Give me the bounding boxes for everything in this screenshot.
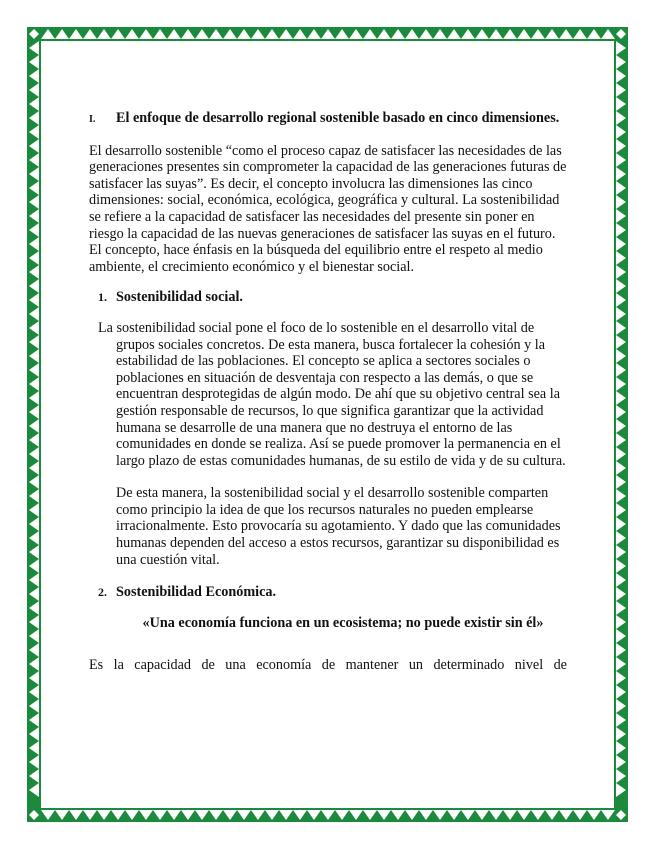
border-triangle [616, 321, 626, 335]
border-triangle [616, 125, 626, 139]
border-triangle [69, 29, 83, 39]
border-triangle [616, 741, 626, 755]
border-triangle [293, 810, 307, 820]
border-triangle [616, 209, 626, 223]
border-triangle [29, 391, 39, 405]
border-triangle [279, 810, 293, 820]
border-triangle [29, 755, 39, 769]
border-triangle [447, 810, 461, 820]
border-triangle [97, 810, 111, 820]
border-triangle [531, 29, 545, 39]
border-triangle [307, 810, 321, 820]
border-triangle [195, 29, 209, 39]
border-triangle [29, 307, 39, 321]
border-triangle [616, 377, 626, 391]
border-triangle [97, 29, 111, 39]
border-triangle [587, 810, 601, 820]
border-triangle [29, 783, 39, 797]
border-triangle [55, 810, 69, 820]
social-paragraph-1: La sostenibilidad social pone el foco de lo sostenible en el desarrollo vital de grupos sociales concretos. De esta manera, busca fortalecer la cohesión y la estabilidad de las poblaciones. El concepto se aplica a sectores sociales o poblaciones en situación de desventaja con respecto a las demás, o que se encuentran desprotegidas de algún modo. De ahí que su objetivo central sea la gestión responsable de recursos, lo que significa garantizar que la actividad humana se desarrolle de una manera que no destruya el entorno de las comunidades en donde se realiza. Así se puede promover la permanencia en el largo plazo de estas comunidades humanas, de su estilo de vida y de su cultura. [98, 319, 566, 469]
border-triangle [616, 643, 626, 657]
border-triangle [29, 321, 39, 335]
border-triangle [587, 29, 601, 39]
border-triangle [545, 29, 559, 39]
border-triangle [321, 29, 335, 39]
border-triangle [29, 139, 39, 153]
border-triangle [616, 601, 626, 615]
border-triangle [616, 111, 626, 125]
border-triangle [29, 125, 39, 139]
border-triangle [29, 433, 39, 447]
border-triangle [616, 433, 626, 447]
border-triangle [29, 167, 39, 181]
border-triangle [29, 293, 39, 307]
section-heading-social [98, 289, 567, 306]
border-triangle [29, 517, 39, 531]
border-triangle [616, 69, 626, 83]
border-triangle [125, 29, 139, 39]
border-triangle [616, 755, 626, 769]
border-triangle [237, 29, 251, 39]
border-triangle [616, 265, 626, 279]
border-triangle [503, 29, 517, 39]
border-triangle [29, 195, 39, 209]
border-triangle [616, 55, 626, 69]
main-heading [89, 110, 567, 129]
border-triangle [489, 29, 503, 39]
border-triangle [223, 29, 237, 39]
border-triangle [616, 349, 626, 363]
border-triangle [29, 531, 39, 545]
border-triangle [616, 97, 626, 111]
border-triangle [29, 699, 39, 713]
border-triangle [447, 29, 461, 39]
border-triangle [29, 209, 39, 223]
border-triangle [363, 29, 377, 39]
border-triangle [293, 29, 307, 39]
border-triangle [29, 405, 39, 419]
border-triangle [29, 601, 39, 615]
border-triangle [503, 810, 517, 820]
border-triangle [616, 671, 626, 685]
border-triangle [139, 29, 153, 39]
border-triangle [616, 615, 626, 629]
border-triangle [391, 810, 405, 820]
border-triangle [616, 559, 626, 573]
border-triangle [573, 29, 587, 39]
border-triangle [616, 699, 626, 713]
border-triangle [335, 29, 349, 39]
economic-quote: «Una economía funciona en un ecosistema; no puede existir sin él» [142, 614, 544, 631]
border-triangle [616, 251, 626, 265]
border-triangle [29, 503, 39, 517]
border-triangle [153, 29, 167, 39]
border-triangle [251, 29, 265, 39]
border-triangle [377, 810, 391, 820]
border-triangle [616, 461, 626, 475]
border-triangle [377, 29, 391, 39]
border-triangle [616, 587, 626, 601]
border-triangle [29, 153, 39, 167]
border-triangle [29, 55, 39, 69]
border-triangle [616, 685, 626, 699]
border-triangle [616, 489, 626, 503]
main-heading-number: I. [89, 114, 96, 125]
border-triangle [335, 810, 349, 820]
border-triangle [181, 29, 195, 39]
border-triangle [29, 251, 39, 265]
border-triangle [461, 29, 475, 39]
border-triangle [559, 810, 573, 820]
border-triangle [167, 810, 181, 820]
border-triangle [29, 363, 39, 377]
border-triangle [349, 29, 363, 39]
border-triangle [279, 29, 293, 39]
section-title: Sostenibilidad Económica. [116, 584, 277, 601]
border-triangle [419, 29, 433, 39]
border-triangle [616, 503, 626, 517]
border-triangle [83, 29, 97, 39]
border-triangle [167, 29, 181, 39]
border-triangle [616, 447, 626, 461]
border-triangle [573, 810, 587, 820]
border-triangle [125, 810, 139, 820]
border-triangle [29, 643, 39, 657]
section-heading-economic [98, 584, 567, 601]
border-triangle [29, 223, 39, 237]
border-triangle [616, 475, 626, 489]
border-triangle [29, 573, 39, 587]
border-triangle [29, 237, 39, 251]
border-triangle [616, 545, 626, 559]
border-triangle [475, 810, 489, 820]
section-number: 1. [98, 290, 107, 305]
social-paragraph-2: De esta manera, la sostenibilidad social y el desarrollo sostenible comparten como principio la idea de que los recursos naturales no pueden emplearse irracionalmente. Esto provocaría su agotamiento. Y dado que las comunidades humanas dependen del acceso a estos recursos, garantizar su disponibilidad es una cuestión vital. [116, 485, 561, 568]
border-triangle [616, 727, 626, 741]
border-triangle [111, 810, 125, 820]
border-triangle [195, 810, 209, 820]
border-triangle [29, 769, 39, 783]
border-triangle [29, 335, 39, 349]
border-triangle [405, 29, 419, 39]
border-triangle [29, 83, 39, 97]
border-triangle [209, 29, 223, 39]
border-triangle [616, 237, 626, 251]
border-triangle [29, 475, 39, 489]
border-triangle [616, 29, 626, 39]
section-title: Sostenibilidad social. [116, 289, 243, 306]
border-triangle [517, 29, 531, 39]
border-triangle [29, 461, 39, 475]
border-triangle [265, 29, 279, 39]
intro-paragraph: El desarrollo sostenible “como el proceso capaz de satisfacer las necesidades de las generaciones presentes sin comprometer la capacidad de las generaciones futuras de satisfacer las suyas”. Es decir, el concepto involucra las dimensiones las cinco dimensiones: social, económica, ecológica, geográfica y cultural. La sostenibilidad se refiere a la capacidad de satisfacer las necesidades del presente sin poner en riesgo la capacidad de las nuevas generaciones de satisfacer las suyas en el futuro. El concepto, hace énfasis en la búsqueda del equilibrio entre el respeto al medio ambiente, el crecimiento económico y el bienestar social. [89, 142, 567, 275]
border-triangle [139, 810, 153, 820]
main-heading-text: El enfoque de desarrollo regional sostenible basado en cinco dimensiones. [116, 110, 560, 126]
border-triangle [616, 167, 626, 181]
border-triangle [29, 671, 39, 685]
border-triangle [29, 559, 39, 573]
document-body [89, 110, 567, 674]
border-triangle [616, 41, 626, 55]
border-triangle [616, 153, 626, 167]
border-triangle [531, 810, 545, 820]
section-number: 2. [98, 585, 107, 600]
border-triangle [616, 181, 626, 195]
border-triangle [616, 713, 626, 727]
border-triangle [461, 810, 475, 820]
border-triangle [55, 29, 69, 39]
border-triangle [616, 783, 626, 797]
border-triangle [29, 545, 39, 559]
border-triangle [419, 810, 433, 820]
border-triangle [265, 810, 279, 820]
border-triangle [251, 810, 265, 820]
border-triangle [29, 41, 39, 55]
border-triangle [153, 810, 167, 820]
border-triangle [616, 769, 626, 783]
border-triangle [616, 279, 626, 293]
border-triangle [29, 97, 39, 111]
border-triangle [29, 349, 39, 363]
border-triangle [433, 29, 447, 39]
border-triangle [223, 810, 237, 820]
border-triangle [489, 810, 503, 820]
border-triangle [29, 447, 39, 461]
border-triangle [616, 419, 626, 433]
border-triangle [41, 29, 55, 39]
border-triangle [29, 29, 39, 39]
border-triangle [29, 181, 39, 195]
border-triangle [29, 615, 39, 629]
border-triangle [83, 810, 97, 820]
border-triangle [321, 810, 335, 820]
border-triangle [29, 727, 39, 741]
border-triangle [29, 279, 39, 293]
border-triangle [559, 29, 573, 39]
border-triangle [181, 810, 195, 820]
border-triangle [616, 195, 626, 209]
border-triangle [616, 629, 626, 643]
border-triangle [616, 391, 626, 405]
border-triangle [29, 377, 39, 391]
border-triangle [616, 405, 626, 419]
border-triangle [29, 657, 39, 671]
border-triangle [616, 363, 626, 377]
border-triangle [391, 29, 405, 39]
economic-paragraph-1: Es la capacidad de una economía de mantener un determinado nivel de [89, 657, 567, 674]
border-triangle [616, 307, 626, 321]
border-triangle [29, 419, 39, 433]
border-triangle [601, 810, 615, 820]
border-triangle [616, 83, 626, 97]
border-triangle [433, 810, 447, 820]
border-triangle [363, 810, 377, 820]
border-triangle [29, 685, 39, 699]
border-triangle [29, 69, 39, 83]
border-triangle [616, 573, 626, 587]
border-triangle [237, 810, 251, 820]
border-triangle [405, 810, 419, 820]
border-triangle [616, 657, 626, 671]
border-triangle [616, 531, 626, 545]
border-triangle [111, 29, 125, 39]
border-triangle [29, 489, 39, 503]
border-triangle [29, 810, 39, 820]
border-triangle [616, 335, 626, 349]
border-triangle [29, 265, 39, 279]
border-triangle [616, 139, 626, 153]
border-triangle [29, 587, 39, 601]
border-triangle [41, 810, 55, 820]
border-triangle [69, 810, 83, 820]
border-triangle [616, 517, 626, 531]
border-triangle [517, 810, 531, 820]
border-triangle [545, 810, 559, 820]
border-triangle [616, 293, 626, 307]
border-triangle [349, 810, 363, 820]
border-triangle [29, 111, 39, 125]
border-triangle [307, 29, 321, 39]
border-triangle [601, 29, 615, 39]
border-triangle [29, 741, 39, 755]
border-triangle [29, 629, 39, 643]
border-triangle [29, 713, 39, 727]
border-triangle [475, 29, 489, 39]
border-triangle [616, 810, 626, 820]
border-triangle [209, 810, 223, 820]
border-triangle [616, 223, 626, 237]
